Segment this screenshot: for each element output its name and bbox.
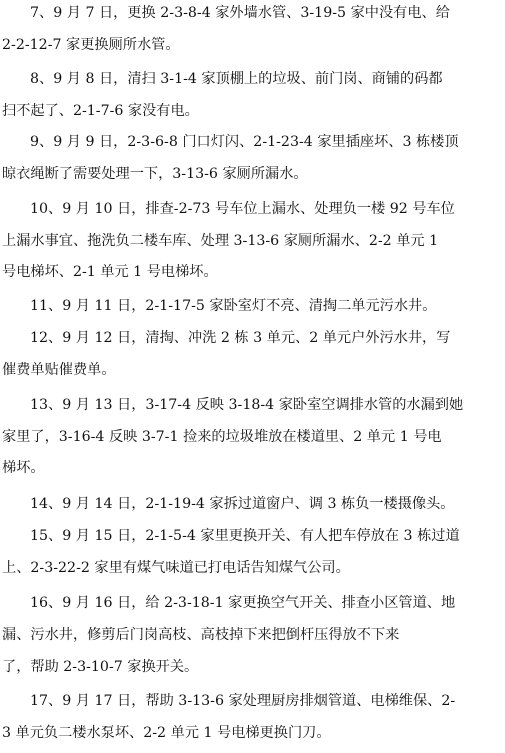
- entry-line: 3 单元负二楼水泵坏、2-2 单元 1 号电梯更换门刀。: [2, 725, 331, 741]
- entry-line: 漏、污水井，修剪后门岗高枝、高枝掉下来把倒杆压得放不下来: [2, 627, 400, 643]
- entry-line: 16、9 月 16 日，给 2-3-18-1 家更换空气开关、排查小区管道、地: [30, 595, 456, 611]
- entry-line: 家里了，3-16-4 反映 3-7-1 捡来的垃圾堆放在楼道里、2 单元 1 号电: [2, 429, 442, 445]
- entry-line: 11、9 月 11 日，2-1-17-5 家卧室灯不亮、清掏二单元污水井。: [30, 298, 437, 314]
- entry-line: 上漏水事宜、拖洗负二楼车库、处理 3-13-6 家厕所漏水、2-2 单元 1: [2, 233, 439, 249]
- entry-line: 12、9 月 12 日，清掏、冲洗 2 栋 3 单元、2 单元户外污水井，写: [30, 330, 451, 346]
- entry-line: 上、2-3-22-2 家里有煤气味道已打电话告知煤气公司。: [2, 560, 350, 576]
- entry-line: 2-2-12-7 家更换厕所水管。: [2, 37, 180, 53]
- entry-line: 10、9 月 10 日，排查-2-73 号车位上漏水、处理负一楼 92 号车位: [30, 201, 455, 217]
- entry-line: 号电梯坏、2-1 单元 1 号电梯坏。: [2, 264, 218, 280]
- entry-line: 9、9 月 9 日，2-3-6-8 门口灯闪、2-1-23-4 家里插座坏、3 栋楼顶: [30, 134, 459, 150]
- entry-line: 梯坏。: [2, 460, 45, 476]
- entry-line: 了，帮助 2-3-10-7 家换开关。: [2, 659, 199, 675]
- entry-line: 扫不起了、2-1-7-6 家没有电。: [2, 103, 199, 119]
- entry-line: 13、9 月 13 日，3-17-4 反映 3-18-4 家卧室空调排水管的水漏到她: [30, 397, 464, 413]
- entry-line: 晾衣绳断了需要处理一下，3-13-6 家厕所漏水。: [2, 166, 308, 182]
- entry-line: 17、9 月 17 日，帮助 3-13-6 家处理厨房排烟管道、电梯维保、2-: [30, 693, 456, 709]
- entry-line: 催费单贴催费单。: [2, 362, 116, 378]
- entry-line: 14、9 月 14 日，2-1-19-4 家拆过道窗户、调 3 栋负一楼摄像头。: [30, 496, 455, 512]
- entry-line: 8、9 月 8 日，清扫 3-1-4 家顶棚上的垃圾、前门岗、商铺的码都: [30, 71, 443, 87]
- entry-line: 7、9 月 7 日，更换 2-3-8-4 家外墙水管、3-19-5 家中没有电、给: [30, 5, 450, 21]
- entry-line: 15、9 月 15 日，2-1-5-4 家里更换开关、有人把车停放在 3 栋过道: [30, 528, 460, 544]
